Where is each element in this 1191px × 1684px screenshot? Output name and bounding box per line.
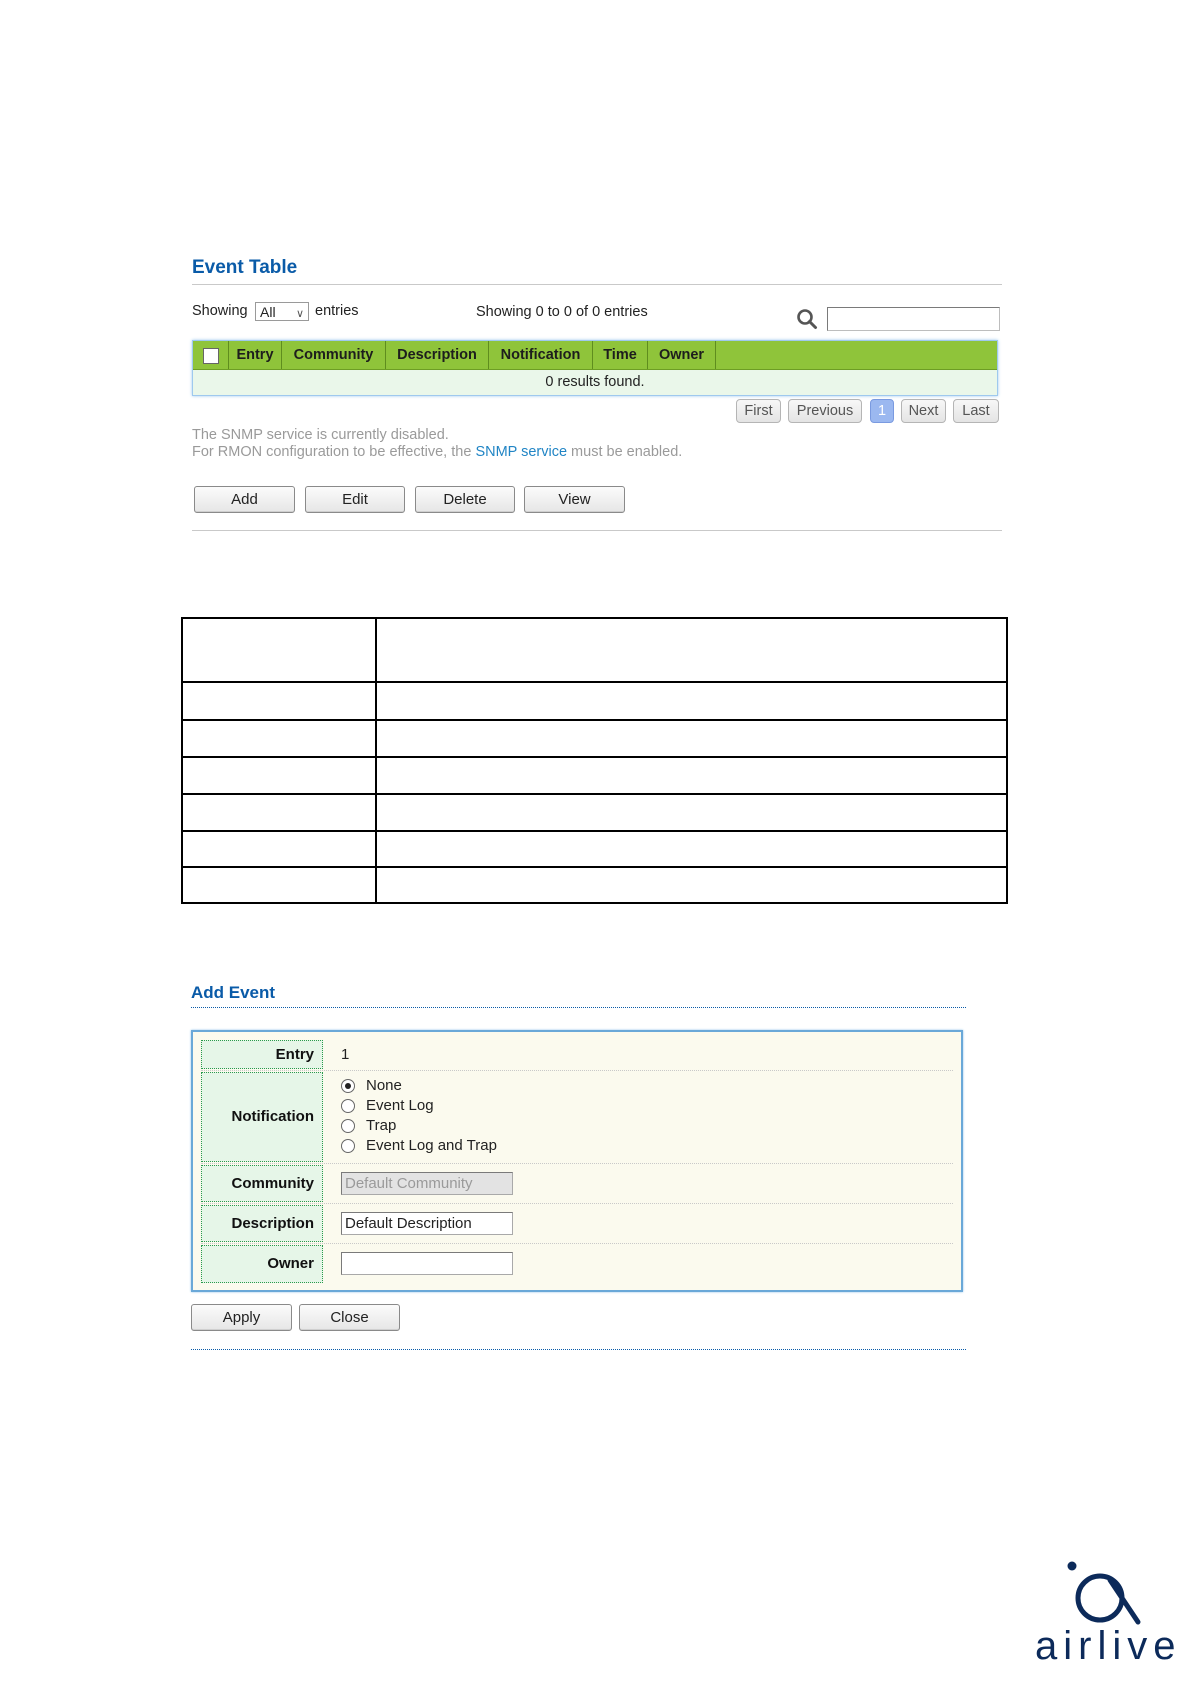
event-table-title: Event Table [192, 257, 298, 278]
apply-button[interactable]: Apply [191, 1304, 292, 1331]
event-table [192, 340, 998, 396]
owner-input[interactable] [341, 1252, 513, 1275]
edit-button[interactable]: Edit [305, 486, 405, 513]
grid-divider [183, 681, 1006, 683]
notification-none-radio[interactable] [341, 1079, 355, 1093]
notification-none-label[interactable]: None [366, 1077, 402, 1094]
grid-divider [183, 719, 1006, 721]
add-event-title: Add Event [191, 983, 276, 1002]
col-community[interactable]: Community [282, 341, 386, 369]
airlive-logo [1030, 1556, 1180, 1676]
select-all-checkbox[interactable] [203, 348, 219, 364]
search-icon[interactable] [796, 308, 818, 330]
rmon-notice [192, 444, 682, 460]
row-divider [201, 1203, 953, 1204]
page-first-button[interactable]: First [736, 399, 781, 423]
page-size-value: All [260, 304, 276, 320]
row-divider [201, 1070, 953, 1071]
description-input[interactable]: Default Description [341, 1212, 513, 1235]
grid-divider [183, 756, 1006, 758]
snmp-disabled-notice: The SNMP service is currently disabled. [192, 427, 449, 443]
add-event-form [191, 1030, 963, 1292]
delete-button[interactable]: Delete [415, 486, 515, 513]
notification-label: Notification [201, 1072, 323, 1162]
add-event-divider [191, 1007, 966, 1008]
table-header [193, 341, 997, 370]
close-button[interactable]: Close [299, 1304, 400, 1331]
grid-divider [183, 793, 1006, 795]
chevron-down-icon: ∨ [295, 308, 304, 320]
col-description[interactable]: Description [386, 341, 489, 369]
col-time[interactable]: Time [593, 341, 648, 369]
notification-eventlog-radio[interactable] [341, 1099, 355, 1113]
page-previous-button[interactable]: Previous [788, 399, 862, 423]
col-notification[interactable]: Notification [489, 341, 593, 369]
description-label: Description [201, 1205, 323, 1242]
col-entry[interactable]: Entry [229, 341, 282, 369]
rmon-notice-pre: For RMON configuration to be effective, the [192, 444, 476, 460]
logo-wordmark: airlive [1035, 1624, 1182, 1668]
entries-summary: Showing 0 to 0 of 0 entries [476, 304, 648, 320]
showing-suffix: entries [315, 303, 359, 319]
row-divider [201, 1243, 953, 1244]
empty-message: 0 results found. [193, 370, 997, 395]
page-size-select[interactable] [255, 302, 309, 321]
grid-divider [375, 619, 377, 902]
search-input[interactable] [827, 307, 1000, 331]
notification-eventlog-trap-radio[interactable] [341, 1139, 355, 1153]
entry-label: Entry [201, 1040, 323, 1069]
community-input[interactable]: Default Community [341, 1172, 513, 1195]
notification-trap-label[interactable]: Trap [366, 1117, 397, 1134]
select-all-cell [193, 341, 229, 369]
showing-prefix: Showing [192, 303, 248, 319]
notification-eventlog-label[interactable]: Event Log [366, 1097, 434, 1114]
section-divider [192, 530, 1002, 531]
owner-label: Owner [201, 1245, 323, 1283]
snmp-service-link[interactable]: SNMP service [475, 444, 568, 460]
col-owner[interactable]: Owner [648, 341, 716, 369]
view-button[interactable]: View [524, 486, 625, 513]
page-next-button[interactable]: Next [901, 399, 946, 423]
title-divider [192, 284, 1002, 285]
notification-eventlog-trap-label[interactable]: Event Log and Trap [366, 1137, 497, 1154]
add-event-bottom-divider [191, 1349, 966, 1350]
grid-divider [183, 866, 1006, 868]
entry-value: 1 [341, 1046, 350, 1063]
rmon-notice-post: must be enabled. [567, 444, 683, 460]
logo-mark-icon [1030, 1556, 1180, 1626]
notification-trap-radio[interactable] [341, 1119, 355, 1133]
page-last-button[interactable]: Last [953, 399, 999, 423]
grid-divider [183, 830, 1006, 832]
page-number-button[interactable]: 1 [870, 399, 894, 423]
community-label: Community [201, 1165, 323, 1202]
description-grid [181, 617, 1008, 904]
row-divider [201, 1163, 953, 1164]
add-button[interactable]: Add [194, 486, 295, 513]
